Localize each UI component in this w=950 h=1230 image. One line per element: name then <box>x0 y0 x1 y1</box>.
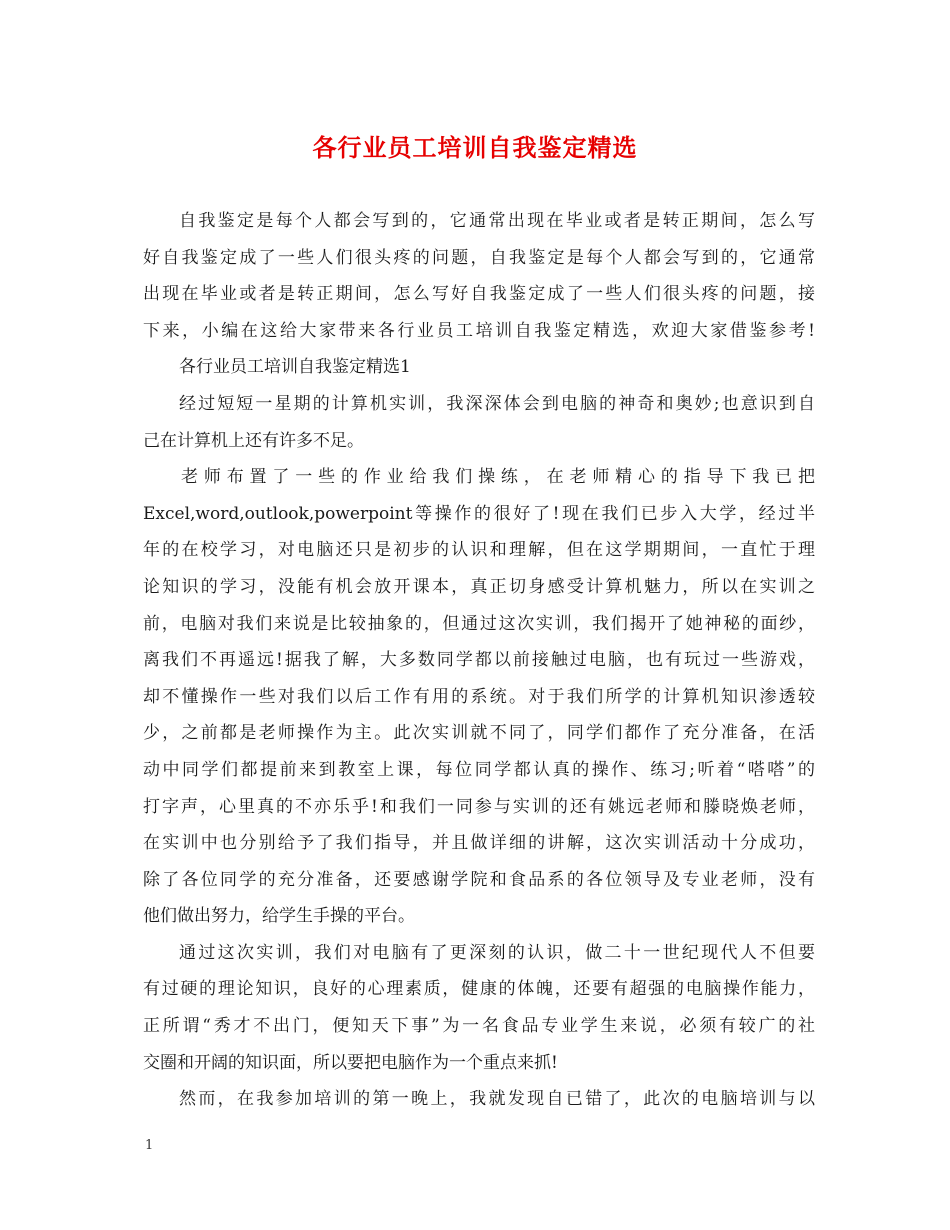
text-line: 各行业员工培训自我鉴定精选1 <box>179 357 411 378</box>
text-line: 离我们不再遥远!据我了解，大多数同学都以前接触过电脑，也有玩过一些游戏， <box>143 650 815 671</box>
text-line: 交圈和开阔的知识面，所以要把电脑作为一个重点来抓! <box>143 1052 558 1073</box>
text-line: 老师布置了一些的作业给我们操练，在老师精心的指导下我已把 <box>181 467 815 488</box>
text-line: 己在计算机上还有许多不足。 <box>143 430 364 451</box>
text-line: 却不懂操作一些对我们以后工作有用的系统。对于我们所学的计算机知识渗透较 <box>143 686 815 707</box>
text-line: 出现在毕业或者是转正期间，怎么写好自我鉴定成了一些人们很头疼的问题，接 <box>143 284 815 305</box>
text-line: Excel,word,outlook,powerpoint等操作的很好了!现在我们已步入大学，经过半 <box>143 503 815 524</box>
text-line: 动中同学们都提前来到教室上课，每位同学都认真的操作、练习;听着“嗒嗒”的 <box>143 759 815 780</box>
text-line: 除了各位同学的充分准备，还要感谢学院和食品系的各位领导及专业老师，没有 <box>143 869 815 890</box>
text-line: 好自我鉴定成了一些人们很头疼的问题，自我鉴定是每个人都会写到的，它通常 <box>143 247 815 268</box>
document-title: 各行业员工培训自我鉴定精选 <box>312 133 638 162</box>
text-line: 然而，在我参加培训的第一晚上，我就发现自已错了，此次的电脑培训与以 <box>179 1089 815 1110</box>
document-body <box>143 203 815 1118</box>
text-line: 少，之前都是老师操作为主。此次实训就不同了，同学们都作了充分准备，在活 <box>143 723 815 744</box>
text-line: 论知识的学习，没能有机会放开课本，真正切身感受计算机魅力，所以在实训之 <box>143 576 815 597</box>
text-line: 正所谓“秀才不出门，便知天下事”为一名食品专业学生来说，必须有较广的社 <box>143 1016 815 1037</box>
page-number: 1 <box>145 1138 154 1153</box>
text-line: 在实训中也分别给予了我们指导，并且做详细的讲解，这次实训活动十分成功， <box>143 833 815 854</box>
text-line: 通过这次实训，我们对电脑有了更深刻的认识，做二十一世纪现代人不但要 <box>179 942 815 963</box>
text-line: 有过硬的理论知识，良好的心理素质，健康的体魄，还要有超强的电脑操作能力， <box>143 979 815 1000</box>
text-line: 前，电脑对我们来说是比较抽象的，但通过这次实训，我们揭开了她神秘的面纱， <box>143 613 815 634</box>
text-line: 下来，小编在这给大家带来各行业员工培训自我鉴定精选，欢迎大家借鉴参考! <box>143 320 815 341</box>
text-line: 年的在校学习，对电脑还只是初步的认识和理解，但在这学期期间，一直忙于理 <box>143 540 815 561</box>
text-line: 打字声，心里真的不亦乐乎!和我们一同参与实训的还有姚远老师和滕晓焕老师， <box>143 796 815 817</box>
text-line: 他们做出努力，给学生手操的平台。 <box>143 906 415 927</box>
text-line: 经过短短一星期的计算机实训，我深深体会到电脑的神奇和奥妙;也意识到自 <box>179 393 815 414</box>
text-line: 自我鉴定是每个人都会写到的，它通常出现在毕业或者是转正期间，怎么写 <box>179 211 815 231</box>
